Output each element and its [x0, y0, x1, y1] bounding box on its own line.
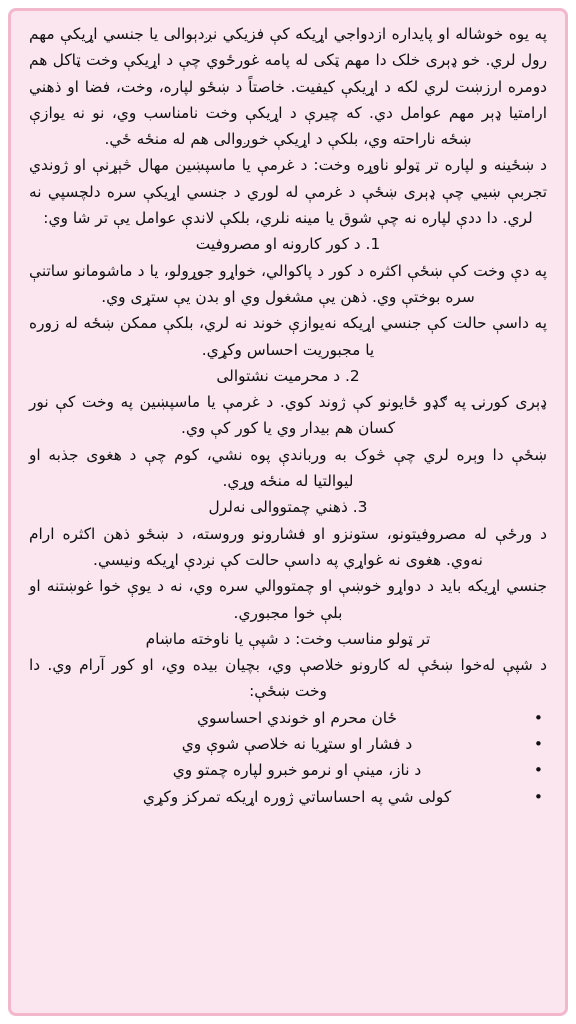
fear-paragraph: ښځې دا وېره لري چې څوک به ورباندې پوه نشي، کوم چې د هغوی جذبه او لیوالتیا له منځه وړي. [29, 445, 547, 491]
best-time-title: تر ټولو مناسب وخت: د شپې یا ناوخته ماښام [145, 629, 431, 648]
housework-paragraph: په دې وخت کې ښځې اکثره د کور د پاکوالي، خواړو جوړولو، یا د ماشومانو ساتنې سره بوختې وي. ذهن یې مشغول وي او بدن یې ستړی وي. [29, 261, 547, 306]
bullet-icon: • [533, 708, 543, 727]
list-item [29, 705, 543, 731]
bullet-icon: • [533, 761, 543, 780]
night-paragraph: د شپې له‌خوا ښځې له کارونو خلاصې وي، بچیان بیده وي، او کور آرام وي. دا وخت ښځې: [29, 656, 547, 701]
list-item-text: کولی شي په احساساتي ژوره اړیکه تمرکز وکړي [142, 787, 452, 806]
bullet-icon: • [533, 735, 543, 754]
heading-housework: 1. د کور کارونه او مصروفیت [195, 235, 381, 254]
heading-privacy: 2. د محرمیت نشتوالی [216, 366, 360, 385]
bullet-icon: • [533, 787, 543, 806]
privacy-paragraph: ډېری کورنۍ په ګډو ځایونو کې ژوند کوي. د غرمې یا ماسپښین په وخت کې نور کسان هم بیدار وي یا کور کې وي. [29, 393, 547, 438]
intro-paragraph: په یوه خوشاله او پایداره ازدواجي اړیکه کې فزیکي نږدېوالی یا جنسي اړیکې مهم رول لري. خو ډېری خلک دا مهم ټکی له پامه غورځوي چې د اړیکې وخت ټاکل هم دومره ارزښت لري لکه د اړیکې کیفیت. خاصتاً د ښځو لپاره، وخت، فضا او ذهني ارامتیا ډېر مهم عوامل دي. که چیرې د اړیکې وخت نامناسب وي، نو نه یوازې ښځه ناراحته وي، بلکې د اړیکې خوږوالی هم له منځه ځي. [29, 25, 547, 149]
mental-readiness-paragraph: د ورځې له مصروفیتونو، ستونزو او فشارونو وروسته، د ښځو ذهن اکثره ارام نه‌وي. هغوی نه غواړي په داسې حالت کې نږدې اړیکه ونیسي. [29, 524, 547, 569]
pressure-paragraph: په داسې حالت کې جنسي اړیکه نه‌یوازې خوند نه لري، بلکې ممکن ښځه له زوره یا مجبوریت احساس وکړي. [29, 314, 547, 359]
heading-mental-readiness: 3. ذهني چمتووالی نه‌لرل [208, 498, 368, 517]
list-item-text: د ناز، مینې او نرمو خبرو لپاره چمتو وي [172, 761, 422, 780]
consent-paragraph: جنسي اړیکه باید د دواړو خوښې او چمتووالي سره وي، نه د یوې خوا غوښتنه او بلې خوا مجبوري. [29, 577, 547, 622]
worst-time-paragraph: د ښځینه و لپاره تر ټولو ناوړه وخت: د غرمې یا ماسپښین مهال څېړنې او ژوندي تجربې ښیي چې ډېری ښځې د غرمې له لوري د جنسي اړیکې سره دلچسپي نه لري. دا ددې لپاره نه چې شوق یا مینه نلري، بلکې لاندې عوامل یې تر شا وي: [29, 156, 547, 228]
list-item-text: د فشار او ستړیا نه خلاصې شوې وي [181, 735, 413, 754]
list-item [29, 757, 543, 783]
list-item-text: ځان محرم او خوندي احساسوي [197, 708, 397, 727]
list-item [29, 731, 543, 757]
list-item [29, 784, 543, 810]
article-body [29, 21, 547, 810]
benefits-list [29, 705, 547, 810]
article-card [8, 8, 568, 1016]
